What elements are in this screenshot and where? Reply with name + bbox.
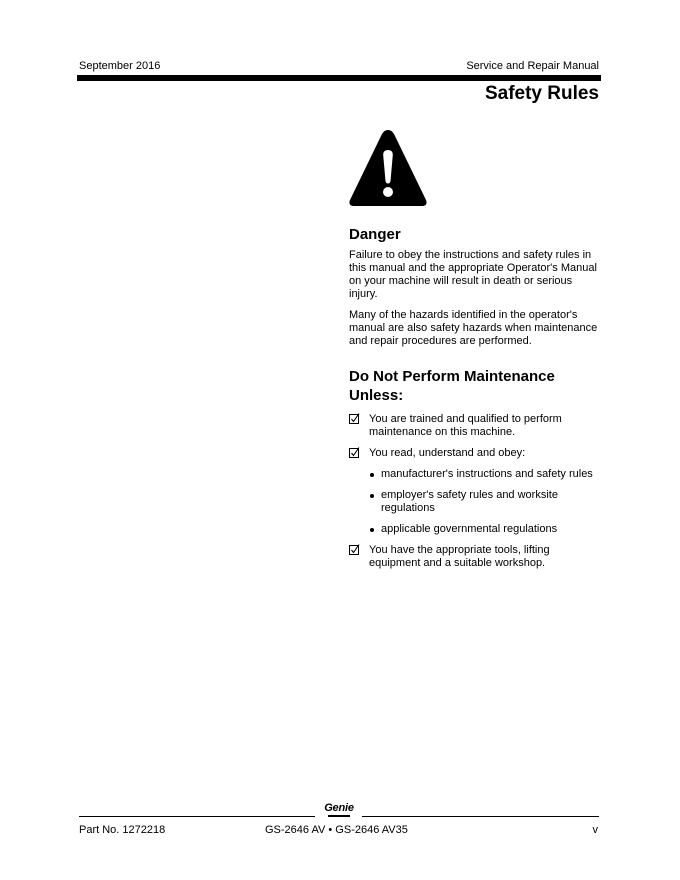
- logo-underline: [328, 815, 350, 817]
- footer-page-number: v: [592, 824, 598, 836]
- checklist-item-text: You are trained and qualified to perform maintenance on this machine.: [369, 413, 562, 438]
- checkbox-checked-icon: [349, 447, 360, 458]
- checkbox-checked-icon: [349, 544, 360, 555]
- checklist-item: [349, 544, 601, 570]
- sub-item: [349, 468, 601, 481]
- genie-logo: [318, 803, 360, 821]
- checklist-item: [349, 413, 601, 439]
- sub-item-list: [349, 468, 601, 536]
- checklist-item-text: You read, understand and obey:: [369, 447, 526, 459]
- sub-item-text: manufacturer's instructions and safety rules: [381, 468, 593, 480]
- sub-item-text: applicable governmental regulations: [381, 523, 558, 535]
- bullet-icon: [370, 473, 374, 477]
- sub-item: [349, 489, 601, 515]
- footer-rule: [79, 816, 315, 817]
- sub-item: [349, 523, 601, 536]
- header-date: September 2016: [79, 60, 161, 72]
- danger-paragraph: Failure to obey the instructions and safety rules in this manual and the appropriate Operator's Manual on your machine will result in death or serious injury.: [349, 249, 597, 300]
- header-manual-title: Service and Repair Manual: [466, 60, 599, 72]
- exclamation-triangle-icon: [348, 128, 428, 208]
- maintenance-heading: Do Not Perform Maintenance Unless:: [349, 368, 555, 404]
- page-title: Safety Rules: [484, 83, 599, 104]
- bullet-icon: [370, 528, 374, 532]
- footer-models: GS-2646 AV • GS-2646 AV35: [265, 824, 408, 836]
- logo-text: Genie: [324, 802, 354, 814]
- bullet-icon: [370, 494, 374, 498]
- header-rule: [77, 75, 601, 81]
- footer-part-number: Part No. 1272218: [79, 824, 166, 836]
- checkbox-checked-icon: [349, 413, 360, 424]
- main-content: [349, 226, 601, 578]
- sub-item-text: employer's safety rules and worksite regulations: [381, 489, 558, 514]
- checklist-item-text: You have the appropriate tools, lifting equipment and a suitable workshop.: [369, 544, 550, 569]
- danger-paragraph: Many of the hazards identified in the operator's manual are also safety hazards when maintenance and repair procedures are performed.: [349, 309, 598, 347]
- footer-rule: [362, 816, 599, 817]
- danger-heading: Danger: [349, 226, 401, 243]
- checklist-item: [349, 447, 601, 460]
